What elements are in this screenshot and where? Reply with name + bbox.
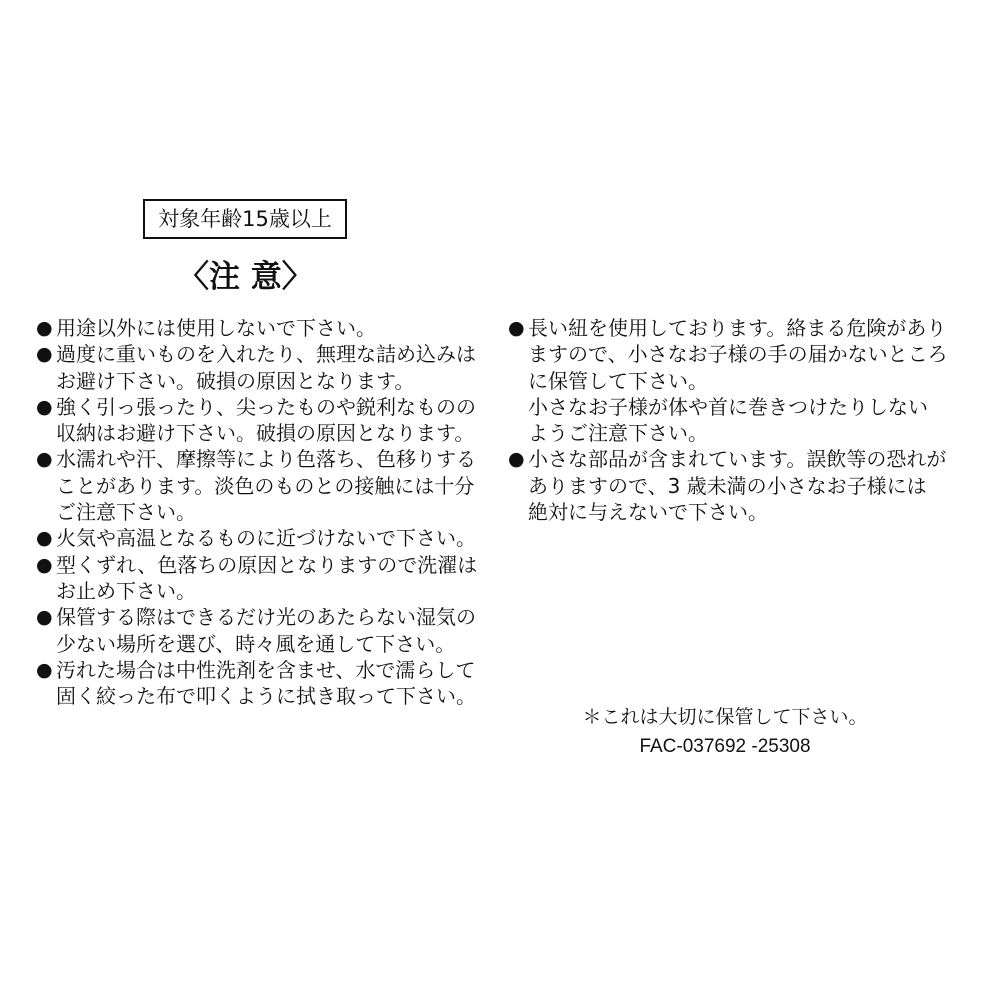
bullet-icon: ● — [508, 448, 525, 471]
bullet-icon: ● — [36, 527, 53, 550]
caution-item — [36, 525, 486, 551]
caution-text: 用途以外には使用しないで下さい。 — [56, 316, 376, 340]
bullet-icon: ● — [36, 658, 53, 681]
caution-item — [36, 341, 486, 394]
caution-text: 絶対に与えないで下さい。 — [528, 500, 768, 525]
caution-text: 少ない場所を選び、時々風を通して下さい。 — [56, 631, 456, 656]
caution-text: 強く引っ張ったり、尖ったものや鋭利なものの — [56, 394, 476, 419]
caution-text: 小さなお子様が体や首に巻きつけたりしない — [528, 394, 928, 419]
caution-text: 収納はお避け下さい。破損の原因となります。 — [56, 421, 475, 446]
bullet-icon: ● — [36, 448, 53, 471]
caution-item — [36, 552, 486, 605]
caution-text: 火気や高温となるものに近づけないで下さい。 — [56, 526, 476, 551]
caution-text: ことがあります。淡色のものとの接触には十分 — [56, 473, 475, 498]
caution-text: に保管して下さい。 — [528, 368, 708, 393]
caution-text: お止め下さい。 — [56, 578, 196, 603]
caution-text: 長い紐を使用しております。絡まる危険があり — [528, 316, 947, 340]
caution-text: 小さな部品が含まれています。誤飲等の恐れが — [528, 447, 947, 472]
caution-item — [36, 604, 486, 657]
caution-text: ご注意下さい。 — [56, 500, 196, 525]
caution-item — [508, 315, 968, 446]
caution-text: ありますので、3 歳未満の小さなお子様には — [528, 473, 927, 498]
caution-text: ますので、小さなお子様の手の届かないところ — [528, 342, 948, 367]
caution-text: ようご注意下さい。 — [528, 421, 708, 446]
caution-text: 汚れた場合は中性洗剤を含ませ、水で濡らして — [56, 657, 476, 682]
bullet-icon: ● — [36, 395, 53, 418]
product-code: FAC-037692 -25308 — [639, 736, 811, 757]
caution-heading: 〈注 意〉 — [178, 259, 313, 295]
bullet-icon: ● — [36, 606, 53, 629]
bullet-icon: ● — [36, 343, 53, 366]
bullet-icon: ● — [508, 317, 525, 339]
caution-text: 保管する際はできるだけ光のあたらない湿気の — [56, 605, 476, 630]
bullet-icon: ● — [36, 317, 53, 339]
caution-item — [36, 394, 486, 447]
caution-item — [36, 315, 486, 341]
caution-text: 型くずれ、色落ちの原因となりますので洗濯は — [56, 552, 478, 577]
storage-note: ＊これは大切に保管して下さい。 — [582, 706, 868, 728]
caution-text: 固く絞った布で叩くように拭き取って下さい。 — [56, 684, 476, 709]
caution-list-right — [508, 315, 968, 525]
age-label-box: 対象年齢15歳以上 — [143, 199, 347, 239]
caution-item — [36, 446, 486, 525]
caution-item — [508, 446, 968, 525]
caution-text: 水濡れや汗、摩擦等により色落ち、色移りする — [56, 447, 476, 472]
caution-item — [36, 657, 486, 710]
caution-list-left — [36, 315, 486, 709]
caution-text: 過度に重いものを入れたり、無理な詰め込みは — [56, 342, 476, 367]
caution-text: お避け下さい。破損の原因となります。 — [56, 368, 415, 393]
bullet-icon: ● — [36, 553, 53, 576]
